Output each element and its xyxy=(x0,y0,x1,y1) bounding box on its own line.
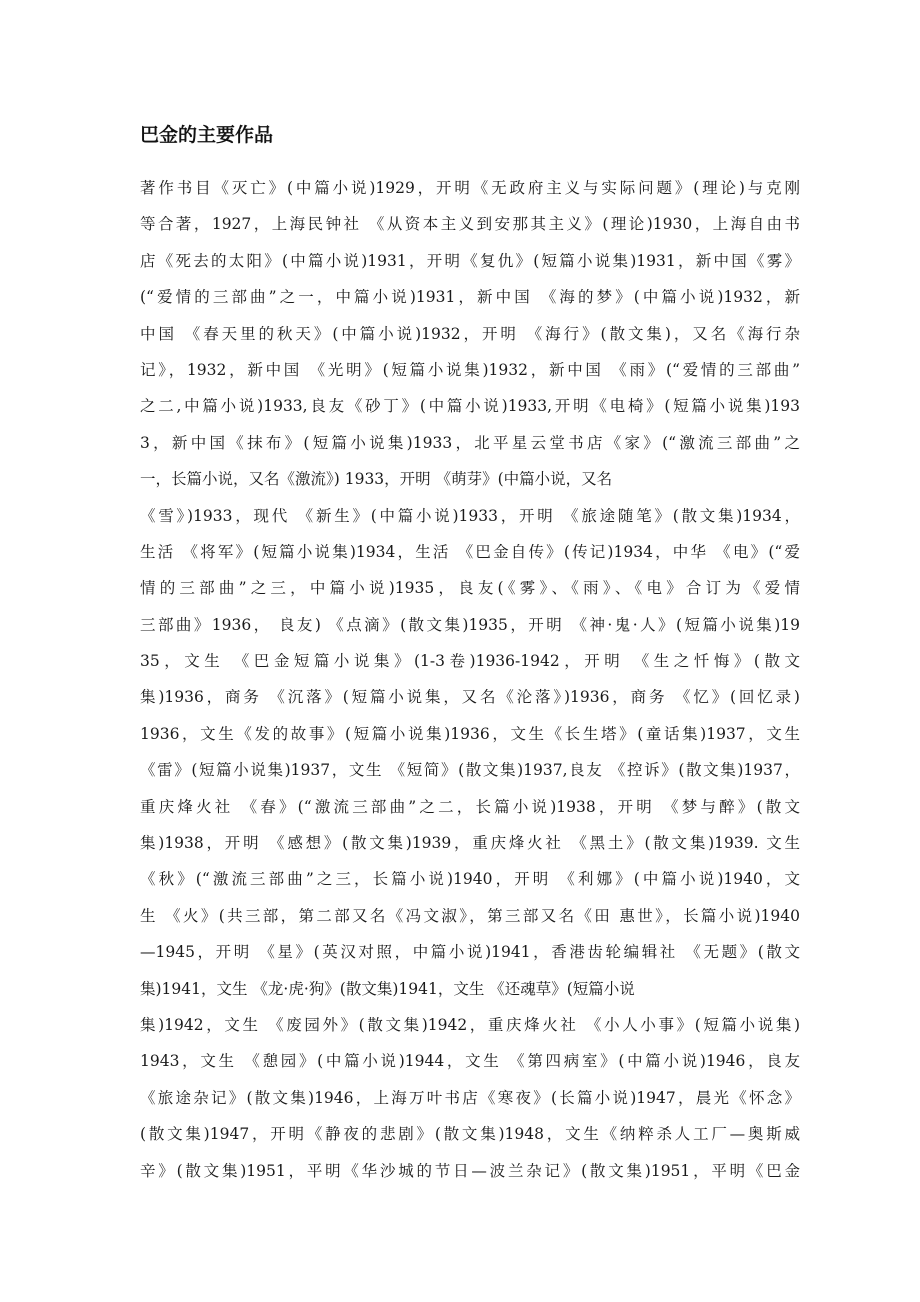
text-line: 《旅途杂记》(散文集)1946，上海万叶书店《寒夜》(长篇小说)1947，晨光《怀念》 xyxy=(140,1088,800,1107)
text-line: 3，新中国《抹布》(短篇小说集)1933，北平星云堂书店《家》(“激流三部曲”之 xyxy=(140,433,800,452)
text-line: 著作书目《灭亡》(中篇小说)1929，开明《无政府主义与实际问题》(理论)与克刚 xyxy=(140,179,800,197)
text-line: 之二,中篇小说)1933,良友《砂丁》(中篇小说)1933,开明《电椅》(短篇小说集)193 xyxy=(140,397,800,416)
text-line: 集)1942，文生 《废园外》(散文集)1942，重庆烽火社 《小人小事》(短篇小说集) xyxy=(140,1015,800,1034)
text-line: 《秋》(“激流三部曲”之三，长篇小说)1940，开明 《利娜》(中篇小说)1940，文 xyxy=(140,870,800,889)
bibliography-text xyxy=(140,170,800,1189)
text-line: 生 《火》(共三部，第二部又名《冯文淑》，第三部又名《田 惠世》，长篇小说)1940 xyxy=(140,906,800,925)
text-line: 情的三部曲”之三，中篇小说)1935，良友(《雾》、《雨》、《电》合订为《爱情 xyxy=(140,579,800,598)
text-line: 《雪》)1933，现代 《新生》(中篇小说)1933，开明 《旅途随笔》(散文集)1934， xyxy=(140,506,800,525)
text-line: 一，长篇小说，又名《激流》) 1933，开明 《萌芽》(中篇小说，又名 xyxy=(140,470,613,489)
text-line: —1945，开明 《星》(英汉对照，中篇小说)1941，香港齿轮编辑社 《无题》(散文 xyxy=(140,943,800,962)
text-line: 中国 《春天里的秋天》(中篇小说)1932，开明 《海行》(散文集)，又名《海行杂 xyxy=(140,324,800,343)
text-line: 集)1938，开明 《感想》(散文集)1939，重庆烽火社 《黑土》(散文集)1939. 文生 xyxy=(140,834,800,853)
text-line: 重庆烽火社 《春》(“激流三部曲”之二，长篇小说)1938，开明 《梦与醉》(散文 xyxy=(140,797,800,816)
text-line: 集)1941，文生 《龙·虎·狗》(散文集)1941，文生 《还魂草》(短篇小说 xyxy=(140,979,635,998)
page-title: 巴金的主要作品 xyxy=(140,124,274,146)
text-line: 1936，文生《发的故事》(短篇小说集)1936，文生《长生塔》(童话集)1937，文生 xyxy=(140,724,800,743)
text-line: (“爱情的三部曲”之一，中篇小说)1931，新中国 《海的梦》(中篇小说)1932，新 xyxy=(140,288,800,307)
text-line: (散文集)1947，开明《静夜的悲剧》(散文集)1948，文生《纳粹杀人工厂—奥斯威 xyxy=(140,1125,800,1144)
text-line: 店《死去的太阳》(中篇小说)1931，开明《复仇》(短篇小说集)1931，新中国《雾》 xyxy=(140,251,800,270)
text-line: 《雷》(短篇小说集)1937，文生 《短简》(散文集)1937,良友 《控诉》(散文集)1937， xyxy=(140,761,800,780)
text-line: 等合著，1927，上海民钟社 《从资本主义到安那其主义》(理论)1930，上海自由书 xyxy=(140,215,800,234)
text-line: 生活 《将军》(短篇小说集)1934，生活 《巴金自传》(传记)1934，中华 《电》(“爱 xyxy=(140,542,800,561)
text-line: 三部曲》1936， 良友) 《点滴》(散文集)1935，开明 《神·鬼·人》(短篇小说集)19 xyxy=(140,615,800,634)
text-line: 集)1936，商务 《沉落》(短篇小说集，又名《沦落》)1936，商务 《忆》(回忆录) xyxy=(140,688,800,707)
text-line: 记》，1932，新中国 《光明》(短篇小说集)1932，新中国 《雨》(“爱情的三部曲” xyxy=(140,360,800,379)
text-line: 1943，文生 《憩园》(中篇小说)1944，文生 《第四病室》(中篇小说)1946，良友 xyxy=(140,1052,800,1071)
text-line: 辛》(散文集)1951，平明《华沙城的节日—波兰杂记》(散文集)1951，平明《巴金 xyxy=(140,1161,800,1180)
text-line: 35，文生 《巴金短篇小说集》(1-3卷)1936-1942，开明 《生之忏悔》(散文 xyxy=(140,652,800,671)
